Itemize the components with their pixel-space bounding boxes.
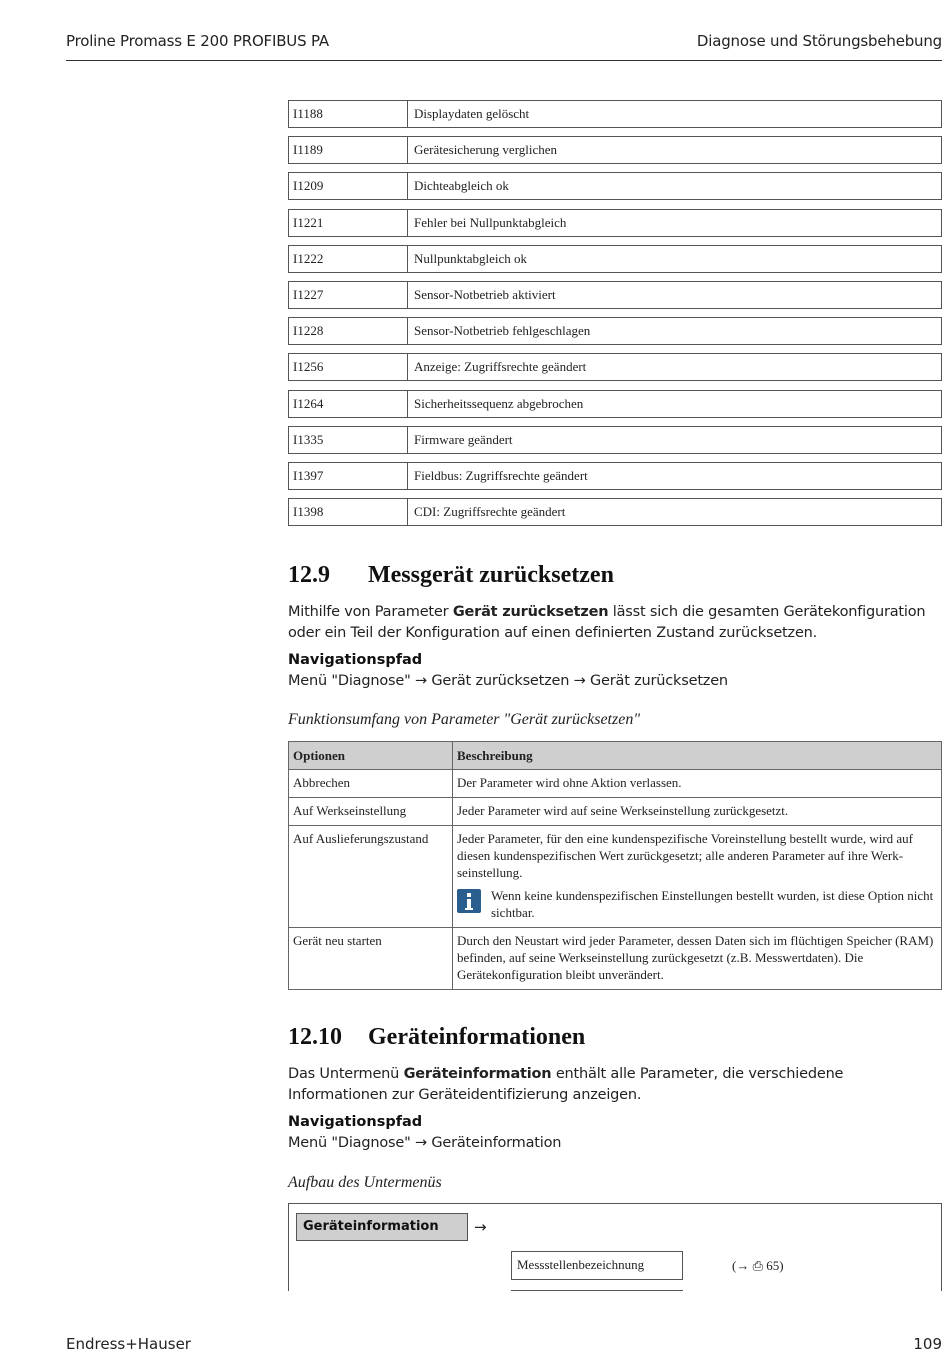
table-header-row <box>289 742 942 770</box>
section-number: 12.9 <box>288 562 330 588</box>
description-cell: Durch den Neustart wird jeder Parameter, dessen Daten sich im flüchtigen Speicher (RAM) befinden, auf seine Werkseinstellung zurückgesetzt (z.B. Messwertdaten). Die Gerätekonfiguration bleibt unverändert. <box>453 928 942 990</box>
event-text: CDI: Zugriffsrechte geändert <box>408 498 942 526</box>
description-cell: Der Parameter wird ohne Aktion verlassen. <box>453 770 942 798</box>
submenu-root-box: Geräteinformation <box>296 1213 468 1241</box>
event-code: I1227 <box>288 281 408 309</box>
event-code: I1222 <box>288 245 408 273</box>
section-heading-reset <box>288 562 614 589</box>
page-reference: (→ ⎙ 65) <box>732 1258 784 1273</box>
description-cell <box>453 826 942 928</box>
event-code: I1209 <box>288 172 408 200</box>
event-code: I1335 <box>288 426 408 454</box>
table-row <box>289 928 942 990</box>
table-row <box>288 245 942 273</box>
intro-text: Das Untermenü <box>288 1066 404 1082</box>
intro-text: Mithilfe von Parameter <box>288 604 453 620</box>
event-text: Sensor-Notbetrieb aktiviert <box>408 281 942 309</box>
section-title: Messgerät zurücksetzen <box>368 562 614 588</box>
section-title: Geräteinformationen <box>368 1024 586 1050</box>
event-code: I1264 <box>288 390 408 418</box>
table-row <box>289 770 942 798</box>
event-code: I1189 <box>288 136 408 164</box>
column-header: Optionen <box>289 742 453 770</box>
option-cell: Auf Werkseinstellung <box>289 798 453 826</box>
header-title: Proline Promass E 200 PROFIBUS PA <box>66 32 329 50</box>
description-text: Jeder Parameter, für den eine kundenspezifische Voreinstellung bestellt wurde, wird auf diesen kundenspezifischen Wert zurückgesetzt; alle anderen Parameter auf ihre Werk-seinstellung. <box>457 831 914 880</box>
info-icon <box>457 889 481 913</box>
nav-path: Menü "Diagnose" → Geräteinformation <box>288 1135 562 1151</box>
event-code: I1188 <box>288 100 408 128</box>
info-note <box>457 887 936 921</box>
table-row <box>288 209 942 237</box>
event-code: I1398 <box>288 498 408 526</box>
table-row <box>288 498 942 526</box>
options-table <box>288 741 942 990</box>
table-row <box>288 390 942 418</box>
table-row <box>288 281 942 309</box>
section-intro-info <box>288 1064 942 1106</box>
parameter-name: Gerät zurücksetzen <box>452 604 609 620</box>
table-row <box>289 798 942 826</box>
event-code: I1221 <box>288 209 408 237</box>
description-cell: Jeder Parameter wird auf seine Werkseinstellung zurückgesetzt. <box>453 798 942 826</box>
event-text: Nullpunktabgleich ok <box>408 245 942 273</box>
event-code: I1397 <box>288 462 408 490</box>
event-list-table <box>288 100 942 534</box>
footer-brand: Endress+Hauser <box>66 1335 191 1353</box>
event-text: Firmware geändert <box>408 426 942 454</box>
intro-text: lässt sich die gesamten Gerätekonfiguration oder ein Teil der Konfiguration auf einen definierten Zustand zurücksetzen. <box>288 604 926 641</box>
page-number: 109 <box>913 1335 942 1353</box>
page-header <box>66 32 942 61</box>
header-chapter: Diagnose und Störungsbehebung <box>696 32 942 50</box>
event-text: Gerätesicherung verglichen <box>408 136 942 164</box>
section-number: 12.10 <box>288 1024 342 1050</box>
event-text: Displaydaten gelöscht <box>408 100 942 128</box>
event-text: Sicherheitssequenz abgebrochen <box>408 390 942 418</box>
arrow-right-icon: → <box>474 1218 487 1236</box>
nav-heading: Navigationspfad <box>288 1114 423 1130</box>
column-header: Beschreibung <box>453 742 942 770</box>
submenu-name: Geräteinformation <box>403 1066 552 1082</box>
table-row <box>288 353 942 381</box>
event-text: Fehler bei Nullpunktabgleich <box>408 209 942 237</box>
option-cell: Abbrechen <box>289 770 453 798</box>
structure-caption: Aufbau des Untermenüs <box>288 1174 442 1191</box>
table-row <box>288 426 942 454</box>
event-text: Fieldbus: Zugriffsrechte geändert <box>408 462 942 490</box>
section-intro-reset <box>288 602 942 644</box>
table-row <box>288 172 942 200</box>
intro-text: enthält alle Parameter, die verschiedene Informationen zur Geräteidentifizierung anzeigen. <box>288 1066 844 1103</box>
event-text: Dichteabgleich ok <box>408 172 942 200</box>
nav-heading: Navigationspfad <box>288 652 423 668</box>
table-row <box>288 136 942 164</box>
event-text: Anzeige: Zugriffsrechte geändert <box>408 353 942 381</box>
table-row <box>288 462 942 490</box>
submenu-item-box-cut <box>511 1290 683 1293</box>
event-text: Sensor-Notbetrieb fehlgeschlagen <box>408 317 942 345</box>
nav-path: Menü "Diagnose" → Gerät zurücksetzen → Gerät zurücksetzen <box>288 673 728 689</box>
event-code: I1228 <box>288 317 408 345</box>
table-row <box>288 100 942 128</box>
option-cell: Auf Auslieferungszustand <box>289 826 453 928</box>
info-note-text: Wenn keine kundenspezifischen Einstellungen bestellt wurden, ist diese Option nicht sichtbar. <box>491 888 934 920</box>
event-code: I1256 <box>288 353 408 381</box>
section-heading-info <box>288 1024 585 1051</box>
option-cell: Gerät neu starten <box>289 928 453 990</box>
table-row <box>288 317 942 345</box>
table-row <box>289 826 942 928</box>
table-caption: Funktionsumfang von Parameter "Gerät zurücksetzen" <box>288 711 641 728</box>
submenu-item-box: Messstellenbezeichnung <box>511 1251 683 1280</box>
